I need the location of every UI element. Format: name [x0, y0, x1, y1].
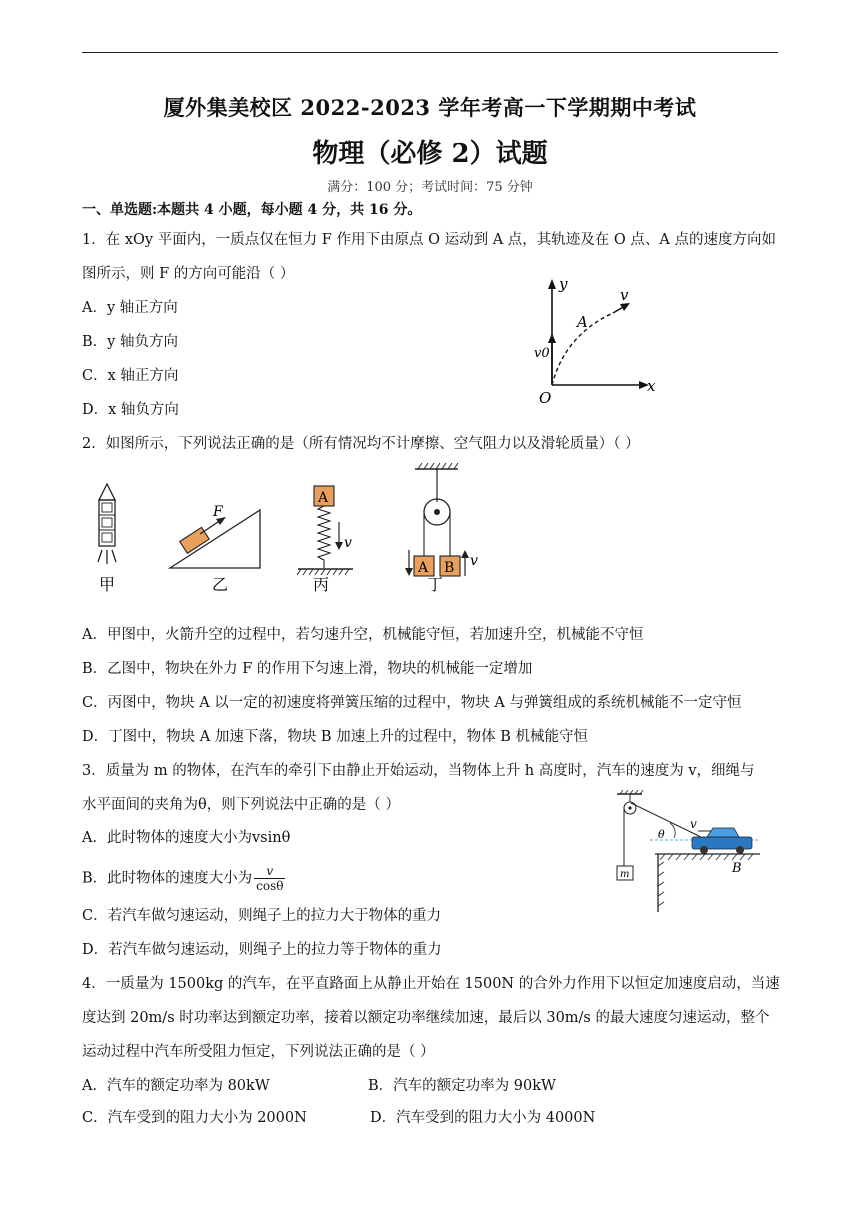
q3-figure — [610, 790, 770, 915]
q4-option-a: A．汽车的额定功率为 80kW — [82, 1078, 270, 1094]
exam-title: 厦外集美校区 2022-2023 学年考高一下学期期中考试 — [163, 95, 697, 120]
q3-theta-label: θ — [658, 828, 665, 841]
header-rule — [82, 52, 778, 53]
q3-option-c: C．若汽车做匀速运动，则绳子上的拉力大于物体的重力 — [82, 908, 442, 924]
q4-stem-line1: 4．一质量为 1500kg 的汽车，在平直路面上从静止开始在 1500N 的合外力作用下以恒定加速度启动，当速 — [82, 976, 780, 992]
q1-option-c: C．x 轴正方向 — [82, 368, 179, 384]
exam-info: 满分：100 分；考试时间：75 分钟 — [327, 180, 533, 195]
q1-option-a: A．y 轴正方向 — [82, 300, 178, 316]
label-ding: 丁 — [427, 575, 444, 594]
q1-stem-line2: 图所示，则 F 的方向可能沿（ ） — [82, 266, 295, 282]
section-heading: 一、单选题:本题共 4 小题，每小题 4 分，共 16 分。 — [82, 202, 422, 218]
q3-stem-line1: 3．质量为 m 的物体，在汽车的牵引下由静止开始运动，当物体上升 h 高度时，汽车的速度为 v，细绳与 — [82, 763, 755, 779]
fraction-numerator: v — [254, 864, 285, 879]
spring-a-label: A — [318, 490, 329, 506]
q2-option-a: A．甲图中，火箭升空的过程中，若匀速升空，机械能守恒，若加速升空，机械能不守恒 — [82, 627, 644, 643]
rocket-figure — [98, 484, 116, 564]
spring-v-label: v — [344, 535, 352, 551]
pulley-b-label: B — [444, 560, 455, 576]
pulley-figure — [405, 463, 478, 576]
q4-stem-line2: 度达到 20m/s 时功率达到额定功率，接着以额定功率继续加速，最后以 30m/s 的最大速度匀速运动，整个 — [82, 1010, 770, 1026]
pulley-v-label: v — [470, 553, 478, 569]
q3-b-label: B — [732, 861, 742, 876]
q2-option-d: D．丁图中，物块 A 加速下落，物块 B 加速上升的过程中，物体 B 机械能守恒 — [82, 729, 589, 745]
q3-stem-line2: 水平面间的夹角为θ，则下列说法中正确的是（ ） — [82, 797, 400, 813]
fraction-denominator: cosθ — [256, 879, 284, 893]
car-icon — [692, 828, 752, 854]
label-yi: 乙 — [212, 575, 229, 594]
label-jia: 甲 — [99, 575, 116, 594]
q3-option-d: D．若汽车做匀速运动，则绳子上的拉力等于物体的重力 — [82, 942, 442, 958]
q1-stem-line1: 1．在 xOy 平面内，一质点仅在恒力 F 作用下由原点 O 运动到 A 点，其轨迹及在 O 点、A 点的速度方向如 — [82, 232, 776, 248]
label-bing: 丙 — [313, 575, 330, 594]
q2-option-b: B．乙图中，物块在外力 F 的作用下匀速上滑，物块的机械能一定增加 — [82, 661, 533, 677]
q4-option-c: C．汽车受到的阻力大小为 2000N — [82, 1110, 307, 1126]
incline-figure — [170, 504, 260, 568]
q3-v-label: v — [690, 817, 697, 831]
q1-figure — [525, 275, 665, 410]
q2-figures — [85, 462, 505, 602]
q1-o-label: O — [539, 389, 552, 407]
q1-option-b: B．y 轴负方向 — [82, 334, 178, 350]
q1-v0-label: v0 — [534, 346, 550, 361]
q3-option-b-text: B．此时物体的速度大小为 — [82, 870, 253, 887]
q4-option-d: D．汽车受到的阻力大小为 4000N — [370, 1110, 596, 1126]
q3-option-b-fraction — [254, 864, 285, 893]
q1-a-label: A — [577, 313, 588, 331]
q2-stem: 2．如图所示，下列说法正确的是（所有情况均不计摩擦、空气阻力以及滑轮质量）（ ） — [82, 436, 640, 452]
pulley-a-label: A — [418, 560, 429, 576]
q1-y-label: y — [559, 275, 568, 293]
q1-x-label: x — [647, 377, 656, 395]
q3-option-a: A．此时物体的速度大小为vsinθ — [82, 830, 291, 846]
incline-f-label: F — [213, 504, 223, 520]
q2-option-c: C．丙图中，物块 A 以一定的初速度将弹簧压缩的过程中，物块 A 与弹簧组成的系统机械能不一定守恒 — [82, 695, 742, 711]
q4-option-b: B．汽车的额定功率为 90kW — [368, 1078, 556, 1094]
q1-option-d: D．x 轴负方向 — [82, 402, 179, 418]
paper-title: 物理（必修 2）试题 — [312, 139, 548, 169]
q1-v-label: v — [620, 286, 629, 304]
q4-stem-line3: 运动过程中汽车所受阻力恒定，下列说法正确的是（ ） — [82, 1044, 435, 1060]
q3-m-label: m — [620, 869, 630, 880]
q3-option-b — [82, 864, 285, 893]
spring-figure — [297, 486, 353, 575]
